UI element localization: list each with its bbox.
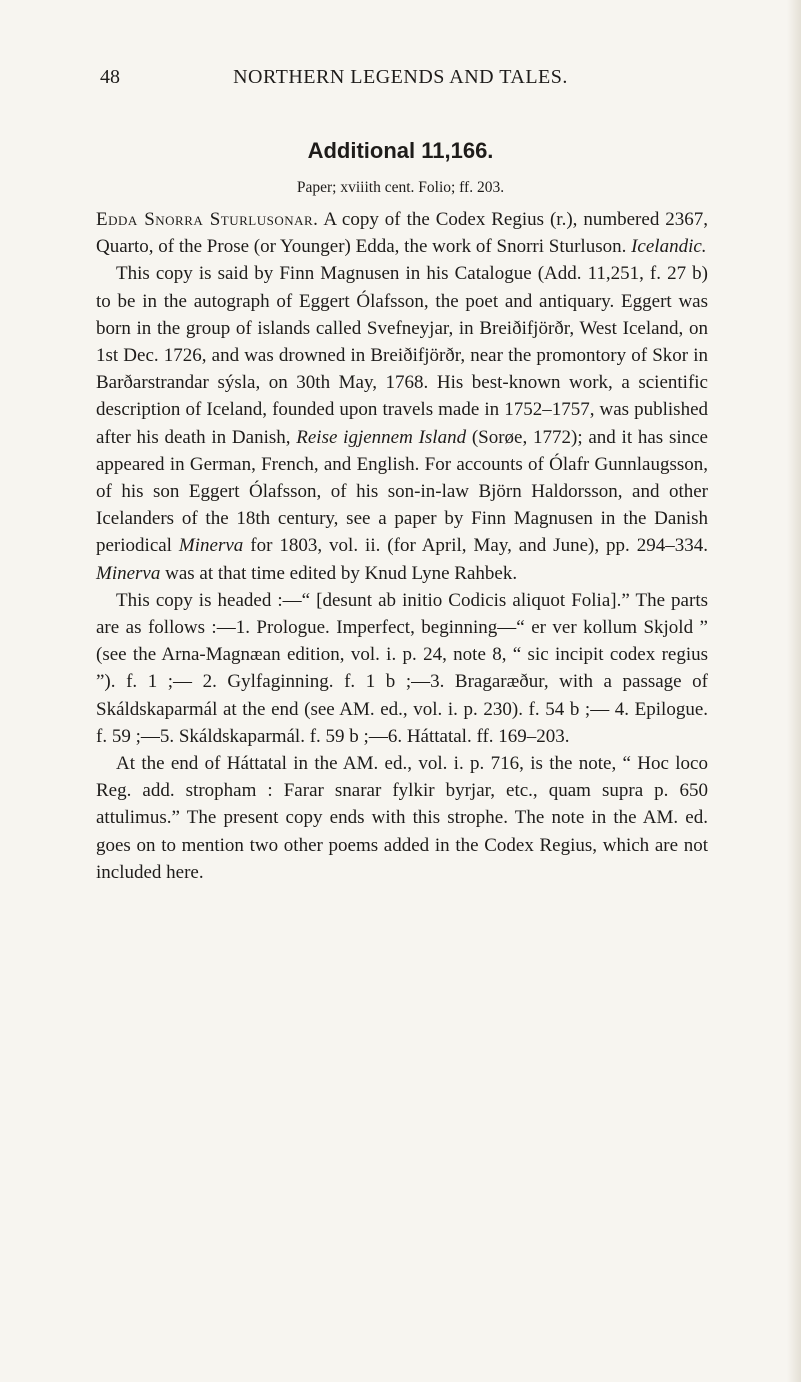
- paragraph-2-text-b: (Sorøe, 1772); and it has since appeared in German, French, and English. For accounts of Ólafr Gunnlaugsson, of his son Eggert Ólafsson, of his son-in-law Björn Haldorsson, and other Icelanders of the 18th century, see a paper by Finn Magnusen in the Danish periodical: [96, 426, 708, 557]
- page-number: 48: [100, 66, 120, 88]
- page-edge-shadow: [787, 0, 801, 1382]
- periodical-title: Minerva: [178, 535, 244, 557]
- language-label: Icelandic.: [631, 236, 707, 258]
- paragraph-2-text-d: was at that time edited by Knud Lyne Rahbek.: [160, 562, 518, 584]
- entry-body: [96, 206, 708, 886]
- book-title: Reise igjennem Island: [296, 426, 467, 448]
- entry-heading: Additional 11,166.: [307, 138, 494, 163]
- paragraph-2-text-a: This copy is said by Finn Magnusen in his Catalogue (Add. 11,251, f. 27 b) to be in the autograph of Eggert Ólafsson, the poet and antiquary. Eggert was born in the group of islands called Svefneyjar, in Breiðifjörðr, West Iceland, on 1st Dec. 1726, and was drowned in Breiðifjörðr, near the promontory of Skor in Barðarstrandar sýsla, on 30th May, 1768. His best-known work, a scientific description of Iceland, founded upon travels made in 1752–1757, was published after his death in Danish,: [96, 263, 708, 448]
- paragraph-2: [96, 260, 708, 586]
- paragraph-1-text: A copy of the Codex Regius (r.), numbered 2367, Quarto, of the Prose (or Younger) Edda, the work of Snorri Sturluson.: [96, 209, 708, 258]
- paragraph-4: At the end of Háttatal in the AM. ed., vol. i. p. 716, is the note, “ Hoc loco Reg. add. stropham : Farar snarar fylkir byrjar, etc., quam supra p. 650 attulimus.” The present copy ends with this strophe. The note in the AM. ed. goes on to mention two other poems added in the Codex Regius, which are not included here.: [96, 753, 708, 883]
- page-header: [0, 66, 801, 92]
- entry-title: Edda Snorra Sturlusonar.: [96, 209, 319, 230]
- paragraph-3: This copy is headed :—“ [desunt ab initio Codicis aliquot Folia].” The parts are as follows :—1. Prologue. Imperfect, beginning—“ er ver kollum Skjold ” (see the Arna-Magnæan edition, vol. i. p. 24, note 8, “ sic incipit codex regius ”). f. 1 ;— 2. Gylfaginning. f. 1 b ;—3. Bragaræður, with a passage of Skáldskaparmál at the end (see AM. ed., vol. i. p. 230). f. 54 b ;— 4. Epilogue. f. 59 ;—5. Skáldskaparmál. f. 59 b ;—6. Háttatal. ff. 169–203.: [96, 589, 708, 747]
- paragraph-2-text-c: for 1803, vol. ii. (for April, May, and June), pp. 294–334.: [243, 535, 708, 557]
- paragraph-1: [96, 206, 708, 260]
- entry-meta: Paper; xviiith cent. Folio; ff. 203.: [296, 179, 505, 196]
- running-head: NORTHERN LEGENDS AND TALES.: [233, 66, 568, 88]
- periodical-title-2: Minerva: [96, 562, 161, 584]
